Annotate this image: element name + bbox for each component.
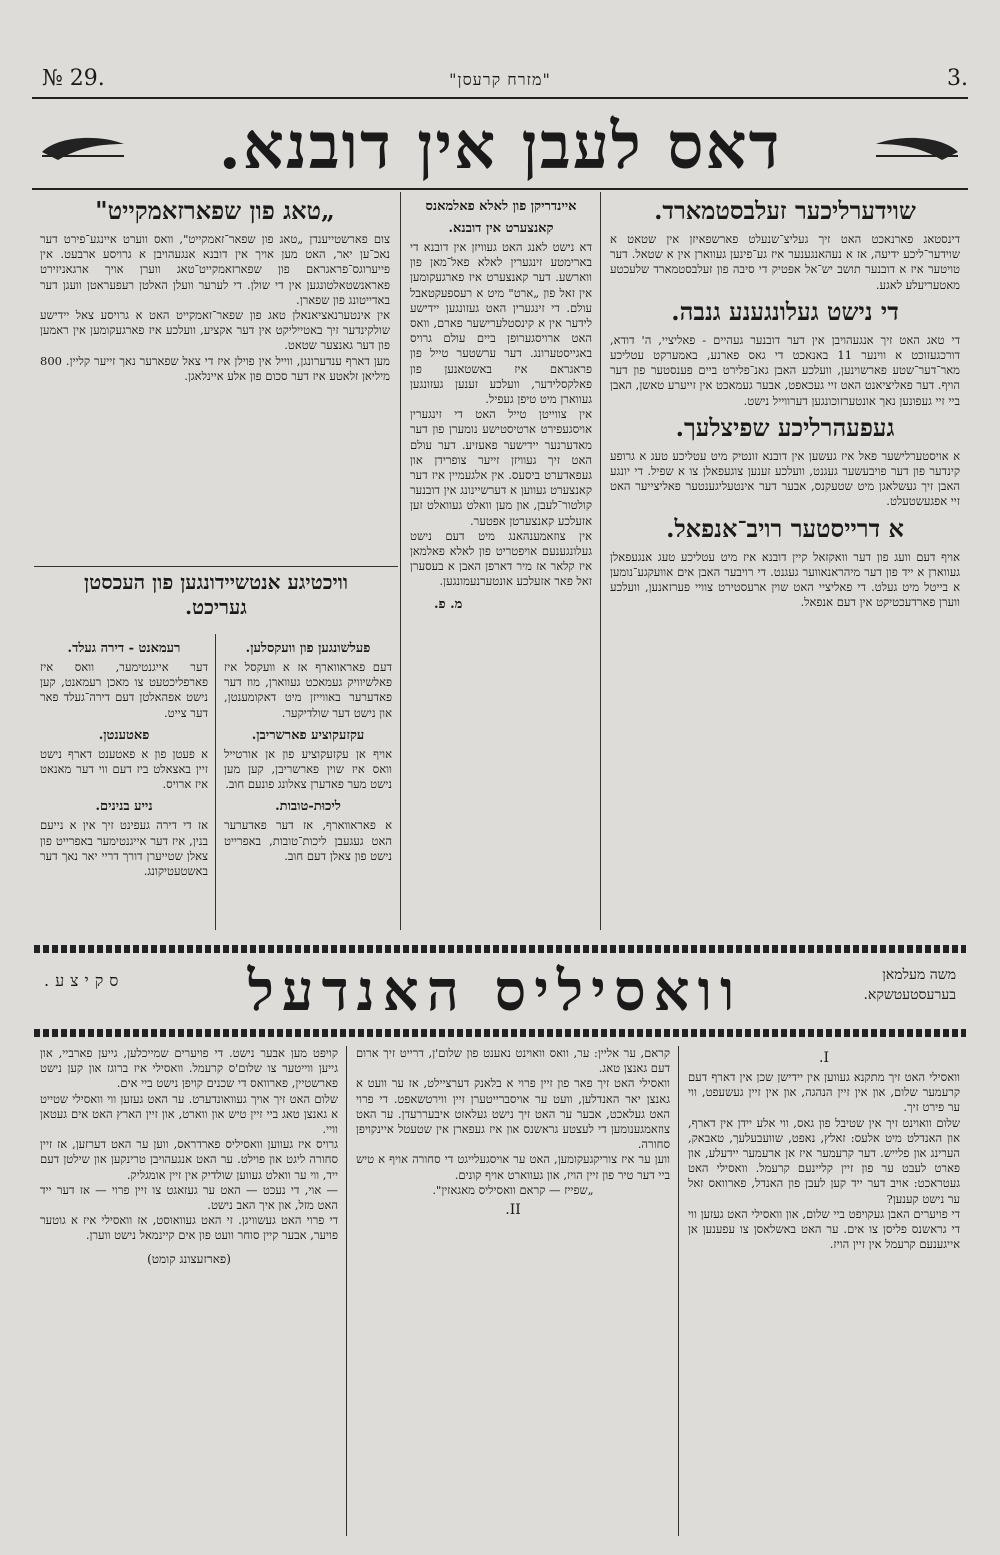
- story-text: גרויס איז געווען וואסיליס פארדראס, ווען ער האט דערזען, אז זיין סחורה ליגט און פוילט. ער האט אנגעהויבן טרינקען און שילטן דעם ייד, ווי ער וואלט געווען שולדיק אין זיין אומגליק.: [40, 1137, 338, 1182]
- section-rule: [34, 566, 398, 567]
- author-signature: מ. פ.: [434, 596, 463, 612]
- chain-border: [34, 945, 966, 953]
- article-subheading: עקזעקוציע פארשריבן.: [251, 727, 365, 743]
- story-column-left: [34, 1046, 344, 1536]
- story-title-band: [34, 945, 966, 1037]
- column-right: [604, 192, 966, 930]
- continued-note: (פארזעצונג קומט): [147, 1251, 231, 1266]
- story-column-right: [682, 1046, 966, 1536]
- banner-rule: [32, 188, 968, 190]
- story-text: — אוי, די נעכט — האט ער געזאגט צו זיין פרוי — אז דער ייד האט מזל, און איך האב נישט.: [40, 1182, 338, 1213]
- page-header: [32, 66, 968, 96]
- quill-ornament-icon: [872, 130, 962, 166]
- article-text: א פאראווארף, אז דער פאדערער האט געגעבן ליכות־טובות, באפרייט נישט פון צאלן דעם חוב.: [224, 818, 392, 863]
- column-middle: [404, 192, 598, 930]
- newspaper-name: "מזרח קרעסן": [449, 70, 551, 89]
- article-text: דער אייגנטימער, וואס איז פארפליכטעט צו מאכן רעמאנט, קען נישט אפהאלטן דעם דירה־געלד פאר דער צייט.: [40, 660, 208, 720]
- story-quote: „שפייז — קראם וואסיליס מאגאזין".: [432, 1182, 594, 1197]
- court-section-heading: [34, 570, 398, 632]
- story-text: וואסילי האט זיך מתקנא געווען אין יידישן שכן אין דארף דעם קרעמער שלום, און אין זיין הנהגה, און אין זיין געשעפט, ווי ער פירט זיך.: [688, 1070, 960, 1115]
- article-text: אין אינטערנאציאנאלן טאג פון שפאר־זאמקייט האט א גרויסע צאל יידישע שולקינדער זיך באטייליקט אין דער אקציע, וועלכע איז פארגעקומען אין ראמען פון דער גאנצער שטאט.: [40, 308, 390, 353]
- court-column-right: [218, 634, 398, 930]
- author-town: בערעסטעטשקא.: [863, 987, 956, 1003]
- chain-border: [34, 1029, 966, 1037]
- article-text: דא נישט לאנג האט געוויזן אין דובנא די בארימטע זינגערין לאלא פאל־מאן פון ווארשע. דער קאנצערט איז פארגעקומען אין זאל פון „ארט" מיט א רעספעקטאבל עולם. די זינגערין האט געזונגען יידישע לידער אין א קינסטלערישער פארם, וואס האט ארויסגערופן ביים עולם גרויס באגייסטערונג. דער ערשטער טייל פון פראגראם איז באשטאנען פון פאלקסלידער, וועלכע זענען געזונגען געווארן מיט טיפן געפיל.: [410, 240, 592, 407]
- article-heading: „טאג פון שפארזאמקייט": [95, 196, 335, 225]
- column-divider: [346, 1046, 347, 1536]
- banner-title: דאס לעבן אין דובנא.: [218, 109, 782, 184]
- article-subheading: ליכוּת-טובות.: [275, 799, 341, 815]
- author-name: משה מעלמאן: [882, 967, 956, 983]
- story-genre: סקיצע.: [44, 971, 125, 990]
- issue-number: № 29.: [42, 66, 105, 91]
- article-heading: איינדריקן פון לאלא פאלמאנס: [425, 199, 577, 214]
- article-text: מען דארף ענדערונגן, ווייל אין פוילן איז די צאל שפארער נאך זייער קליין. 800 מיליאן זלאטע איז דער סכום פון אלע איינלאגן.: [40, 353, 390, 383]
- column-divider: [678, 1046, 679, 1536]
- column-divider: [400, 192, 401, 930]
- article-heading: די נישט געלונגענע גנבה.: [671, 296, 899, 326]
- quill-ornament-icon: [38, 130, 128, 166]
- article-subheading: פעלשונגען פון וועקסלען.: [245, 641, 371, 656]
- article-subheading: פאטענטן.: [98, 727, 150, 743]
- page-number: 3.: [947, 66, 968, 91]
- article-heading: געריכט.: [185, 595, 247, 619]
- article-text: אויף אן עקזעקוציע פון אן אורטייל וואס איז שוין פארשריבן, קען מען נישט מער פאדערן צאלונג פונעם חוב.: [224, 746, 392, 792]
- article-text: א אויסטערלישער פאל איז געשען אין דובנא זונטיק מיט עטליכע טעג א גרופע קינדער פון דער פויבעשער געגנט, וועלכע זענען צוגעפאלן צו א שפיל. די יונגע האבן זיך געשלאגן מיט שטעקנס, אבער דער אינטעליגענטער פאליצייער האט זיי אפגעשטעלט.: [610, 448, 960, 509]
- article-heading: שוידערליכער זעלבסטמארד.: [654, 196, 916, 225]
- article-text: די טאג האט זיך אנגעהויבן אין דער דובנער געהיים - פאליציי, ה' דודא, דורכגעזוכט א ווינער 11 באנאכט די גאס פארנע, באמערקט עטליכע מאר־דער־שטע פארשוינען, וועלכע האבן גאנ־פלירט ביים פענסטער פון דער הויף. דער פאליציאנט האט זיי געכאפט, אבער געמאכט אין זייערע טאשן, האבן ביי זיי געפונען נאך אונטערזוכונגען דערווייל נישט.: [610, 332, 961, 408]
- article-text: דינסטאג פארנאכט האט זיך געליצ־שנעלט פארשפאיזן אין שטאט א שוידער־ליכע ידיעה, אז א נעהאנגענער איז גע־פינען געווארן אין א שטאל. דער טויטער איז א דובנער תושב יש־אל אפטיק די סיבה פון זעלבסטמארד שלעכטע מאטעריעלע לאגע.: [610, 232, 960, 292]
- section-number: I.: [819, 1050, 829, 1066]
- column-divider: [215, 634, 216, 930]
- story-text: שלום האט זיך אויך געוואונדערט. ער האט געזען ווי וואסילי שטייט א גאנצן טאג ביי זיין טיש און ווארט, און זיין הארץ האט אים געטאן וויי.: [40, 1091, 338, 1137]
- story-text: די פויערים האבן געקויפט ביי שלום, און וואסילי האט געזען ווי די גראשנס פליסן צו אים. ער האט באשלאסן צו עפענען אן אייגענעם קרעמל אין זיין הויז.: [688, 1206, 960, 1252]
- article-heading: וויכטיגע אנטשיידונגען פון העכסטן: [84, 570, 348, 594]
- story-text: קראם, ער אליין: ער, וואס וואוינט נאענט פון שלום'ן, דרייט זיך ארום דעם גאנצן טאג.: [356, 1046, 670, 1076]
- story-column-middle: [350, 1046, 676, 1536]
- article-text: צום פארשטייענדן „טאג פון שפאר־זאמקייט", וואס ווערט איינגע־פירט דער נאכ־ען יאר, האט מען אויך אין דובנא אנגעהויבן א גרויסע ארבעט. אין פייערוגס־פראגראם פון שפארזאמקייט־טאג ווערן אויך ארגאניזירט פאראנשטאלטונגען אין די שולן. די לערער וועלן האלטן רעפעראטן וועגן דער באדייטונג פון שפארן.: [40, 232, 390, 307]
- story-author: [863, 965, 956, 1005]
- column-left-top: [34, 192, 396, 562]
- article-text: אויף דעם וועג פון דער וואקזאל קיין דובנא איז מיט עטליכע טעג אנגעפאלן געווארן א ייד פון דער מיהראנאווער געגנט. די רויבער האבן אים אוועקגע־נומען א בייטל מיט געלט. די פאליציי האט שוין ארעסטירט צוויי פערזאנען, וועלכע ווערן פארדעכטיקט אין דעם אנפאל.: [610, 549, 960, 610]
- article-heading: א דרייסטער רויב־אנפאל.: [666, 513, 904, 543]
- story-text: שלום וואוינט זיך אין שטיבל פון גאס, ווי אלע יידן אין דארף, און האנדלט מיט אלעס: זאלץ, נאפט, שוועבעלעך, טאבאק, הערינג און פלייש. דער קרעמער איז אן ארעמער יידעלע, און פארט לעבט ער פון זיין קליינעם קרעמל. וואסילי האט געטראכט: אויב דער ייד קען לעבן פון האנדל, פארוואס זאל ער נישט קענען?: [688, 1115, 960, 1206]
- story-text: ווען ער איז צוריקגעקומען, האט ער אויסגעלייגט די סחורה אויף א טיש ביי דער טיר פון זיין הויז, און געווארט אויף קונים.: [356, 1152, 670, 1182]
- article-subheading: נייע בנינים.: [95, 799, 153, 815]
- article-heading: געפעהרליכע שפיצלעך.: [675, 412, 895, 442]
- article-text: אין צווייטן טייל האט די זינגערין אויסגעפירט ארטיסטישע נומערן פון דער מאדערנער יידישער פאעזיע. דער עולם האט זיך געוויזן זייער צופרידן און געפאדערט ביסעס. אין אלגעמיין איז דער קאנצערט געווען א דערשיינונג אין דובנער קולטור־לעבן, און מען וואלט געוואלט זען אזעלכע קאנצערטן אפטער.: [410, 407, 592, 528]
- article-text: דעם פאראווארף אז א וועקסל איז פאלשיוויק געמאכט געווארן, מוז דער פאדערער באווייזן מיט דאקומענטן, און נישט דער שולדיקער.: [224, 660, 392, 720]
- story-title: וואסיליס האנדעל: [247, 958, 743, 1024]
- court-column-left: [34, 634, 214, 930]
- column-divider: [600, 192, 601, 930]
- story-text: קויפט מען אבער נישט. די פויערים שמייכלען, גייען פארביי, און גייען ווייטער צו שלום'ס קרעמל. וואסילי איז ברוגז און קען נישט פארשטיין, פארוואס די שכנים קויפן נישט ביי אים.: [40, 1046, 338, 1091]
- article-subheading: קאנצערט אין דובנא.: [448, 221, 554, 236]
- section-banner: [30, 108, 970, 186]
- story-text: וואסילי האט זיך פאר פון זיין פרוי א בלאנק דערציילט, אז ער וועט א גאנצן יאר האנדלען, וועט ער אויסברייטערן זיין ווירטשאפט. די פרוי האט געלאכט, אבער ער האט זיך נישט געלאזט איבעררעדן. ער האט צוזאמגענומען די לעצטע גראשנס און איז געפארן אין שטעטל איינקויפן סחורה.: [356, 1076, 670, 1152]
- article-text: אז די דירה געפינט זיך אין א נייעם בנין, איז דער אייגנטימער באפרייט פון צאלן שטייערן דורך דריי יאר נאך דער באשטעטיקונג.: [40, 818, 208, 879]
- section-number: II.: [505, 1202, 521, 1219]
- header-rule: [32, 97, 968, 99]
- article-text: א פעטן פון א פאטענט דארף נישט זיין באצאלט ביז דעם ווי דער מאנאט איז ארויס.: [40, 746, 208, 792]
- article-subheading: רעמאנט - דירה געלד.: [67, 641, 181, 656]
- article-text: אין צוזאמענהאנג מיט דעם נישט געלונגענעם אויפטריט פון לאלא פאלמאן איז קלאר אז מיר דארפן האבן א בעסערן זאל פאר אזעלכע אונטערנעמונגען.: [410, 528, 592, 589]
- story-text: די פרוי האט געשוויגן. זי האט געוואוסט, אז וואסילי איז א גוטער פויער, אבער קיין סוחר וועט פון אים קיינמאל נישט ווערן.: [40, 1213, 338, 1243]
